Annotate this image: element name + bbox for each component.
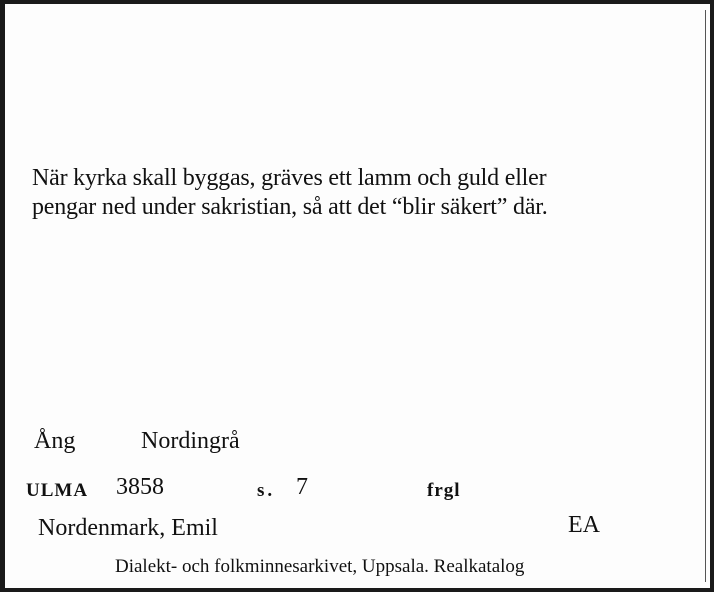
card-edge-bottom (0, 588, 714, 592)
card-body-text (32, 164, 672, 222)
place-name: Nordingrå (141, 428, 240, 454)
archive-code: ULMA (26, 480, 89, 501)
archive-number: 3858 (116, 474, 164, 500)
page-number: 7 (296, 474, 308, 500)
landscape-label: Ång (34, 428, 76, 454)
type-code: frgl (427, 480, 461, 501)
card-edge-top (0, 0, 714, 4)
collector-name: Nordenmark, Emil (38, 515, 218, 541)
archive-footer: Dialekt- och folkminnesarkivet, Uppsala. Realkatalog (115, 556, 525, 577)
card-edge-left (0, 0, 5, 592)
card-edge-right-inner (705, 10, 706, 582)
body-line-1: När kyrka skall byggas, gräves ett lamm och guld eller (32, 165, 547, 191)
body-line-2: pengar ned under sakristian, så att det “blir säkert” där. (32, 194, 548, 220)
page-label: s. (257, 480, 276, 501)
category-code: EA (568, 512, 600, 538)
card-edge-right (710, 0, 714, 592)
